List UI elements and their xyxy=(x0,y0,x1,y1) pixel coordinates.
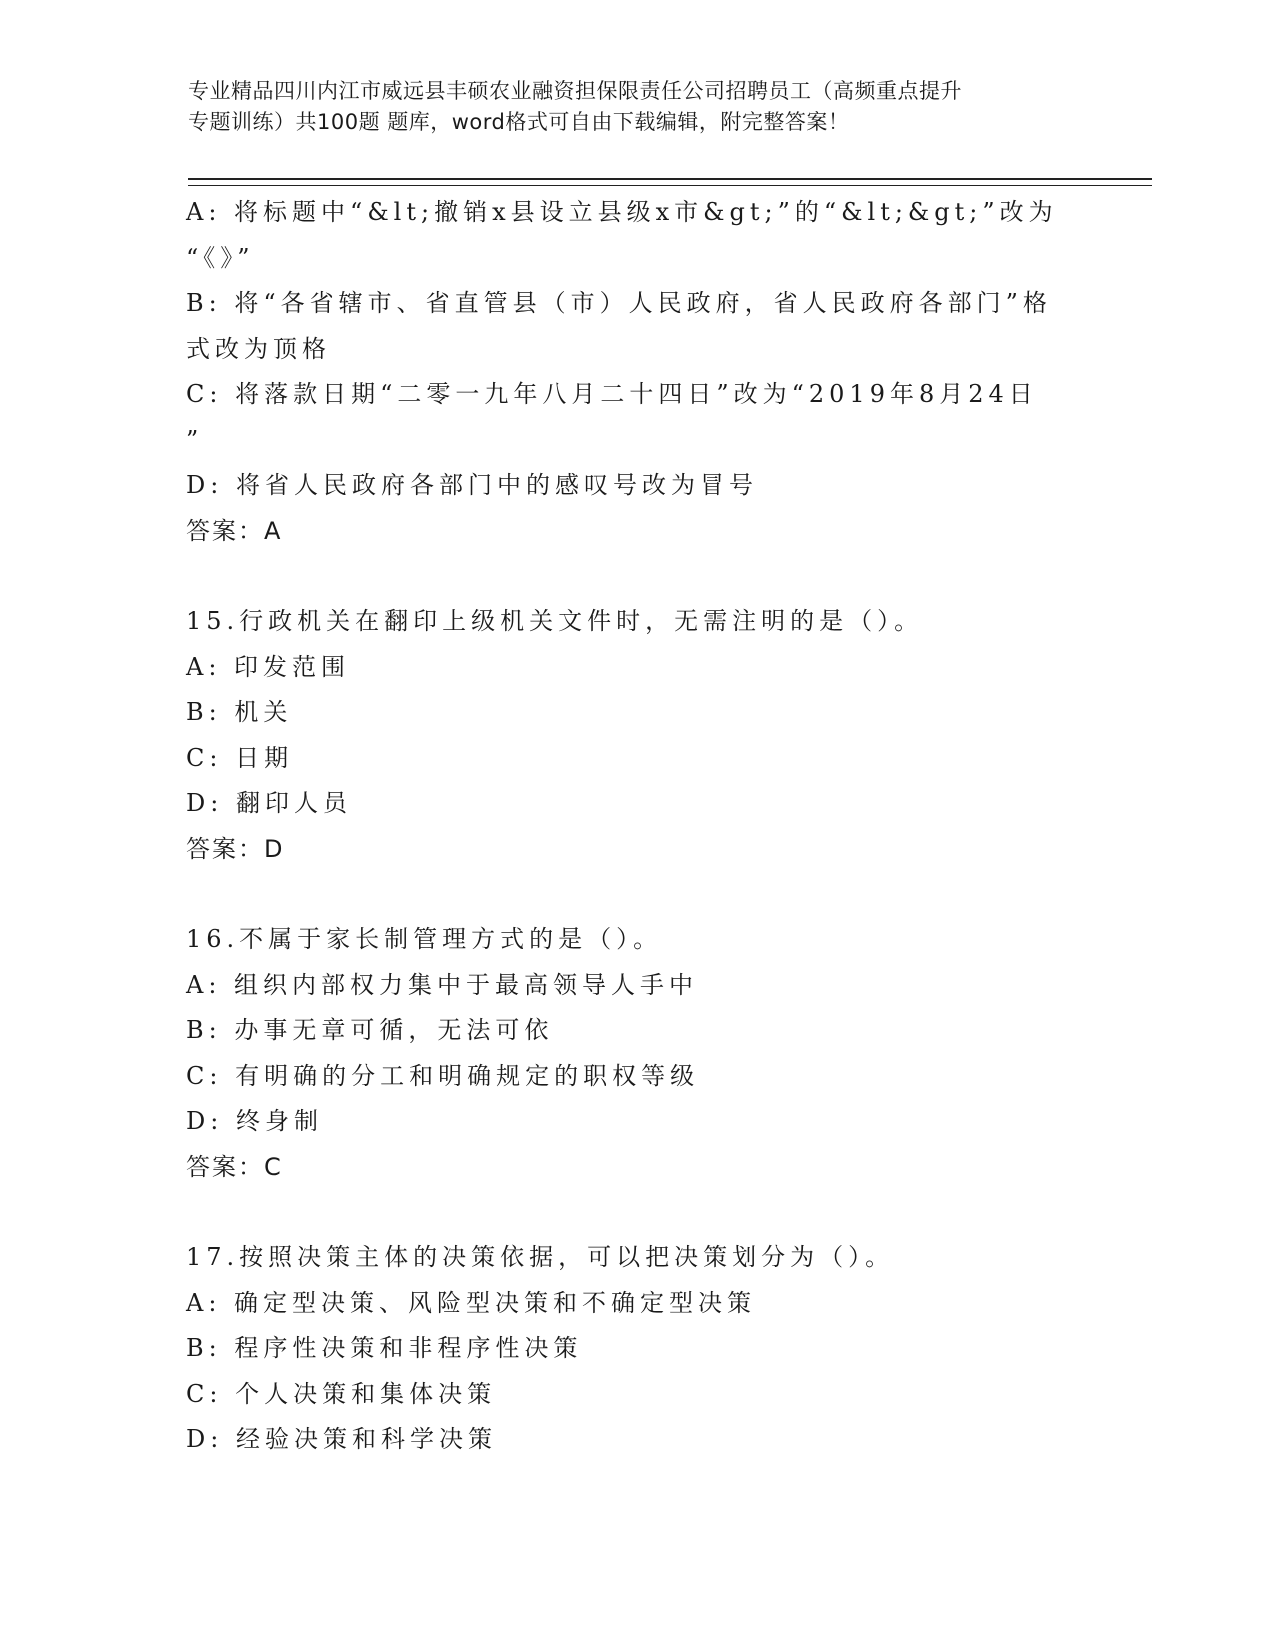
option-line: ” xyxy=(186,425,204,454)
header-divider xyxy=(188,178,1152,186)
option-line: B: 机关 xyxy=(186,698,293,726)
option-line: A: 将标题中“&lt;撤销x县设立县级x市&gt;”的“&lt;&gt;”改为 xyxy=(186,198,1058,226)
option-line: A: 印发范围 xyxy=(186,652,351,681)
header-line-2: 专题训练）共100题 题库，word格式可自由下载编辑，附完整答案！ xyxy=(188,110,850,134)
option-line: B: 将“各省辖市、省直管县（市）人民政府，省人民政府各部门”格 xyxy=(186,289,1052,317)
option-line: “《》” xyxy=(186,243,255,272)
option-line: D: 将省人民政府各部门中的感叹号改为冒号 xyxy=(186,471,758,499)
header-line-1: 专业精品四川内江市威远县丰硕农业融资担保限责任公司招聘员工（高频重点提升 xyxy=(188,79,962,103)
question-block xyxy=(186,1235,1086,1463)
option-line: D: 经验决策和科学决策 xyxy=(186,1425,497,1453)
option-line: C: 有明确的分工和明确规定的职权等级 xyxy=(186,1061,700,1090)
option-line: B: 程序性决策和非程序性决策 xyxy=(186,1334,583,1362)
option-line: D: 翻印人员 xyxy=(186,789,352,817)
option-line: 式改为顶格 xyxy=(186,334,331,363)
option-line: C: 将落款日期“二零一九年八月二十四日”改为“2019年8月24日 xyxy=(186,380,1038,408)
option-line: C: 日期 xyxy=(186,743,294,772)
question-text: 17.按照决策主体的决策依据，可以把决策划分为（）。 xyxy=(186,1243,895,1271)
option-line: C: 个人决策和集体决策 xyxy=(186,1379,497,1408)
option-line: A: 组织内部权力集中于最高领导人手中 xyxy=(186,970,699,999)
question-text: 16.不属于家长制管理方式的是（）。 xyxy=(186,925,663,953)
option-line: D: 终身制 xyxy=(186,1107,323,1135)
answer-line: 答案：A xyxy=(186,516,283,545)
answer-line: 答案：C xyxy=(186,1152,283,1181)
document-header xyxy=(188,76,1088,138)
question-block xyxy=(186,190,1086,554)
question-list xyxy=(186,190,1086,1463)
option-line: B: 办事无章可循，无法可依 xyxy=(186,1016,554,1044)
question-block xyxy=(186,917,1086,1190)
question-block xyxy=(186,599,1086,872)
question-text: 15.行政机关在翻印上级机关文件时，无需注明的是（）。 xyxy=(186,607,924,635)
option-line: A: 确定型决策、风险型决策和不确定型决策 xyxy=(186,1288,757,1317)
answer-line: 答案：D xyxy=(186,834,285,863)
